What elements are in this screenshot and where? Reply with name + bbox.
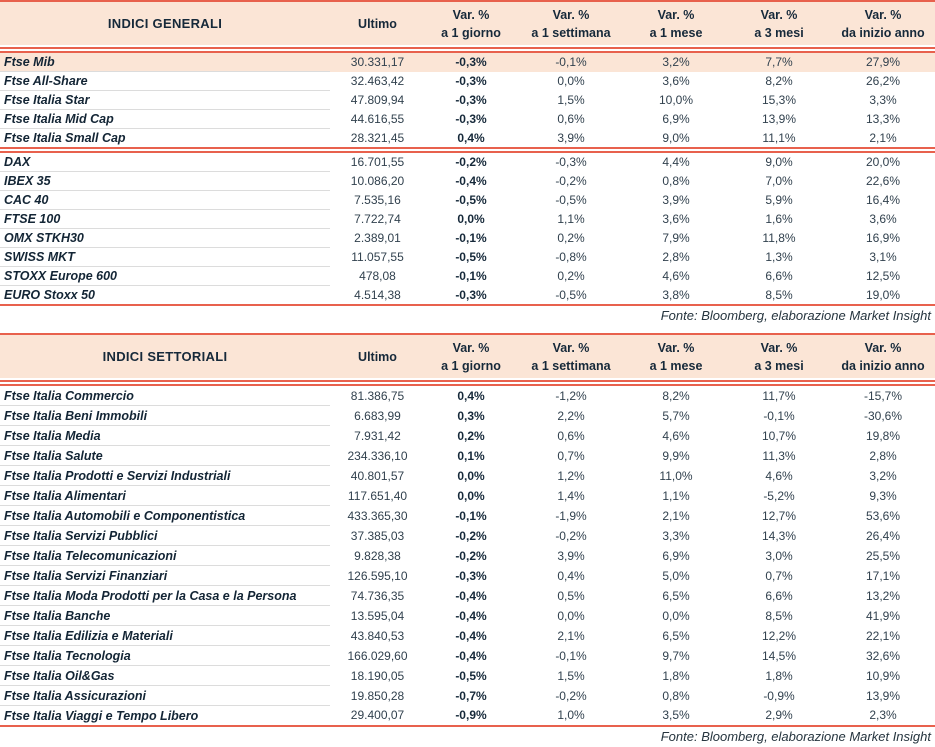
column-header-period-1m: a 1 mese: [625, 357, 727, 378]
ultimo-cell: 433.365,30: [347, 508, 408, 523]
index-name-cell: STOXX Europe 600: [0, 267, 330, 286]
var-3m-cell: 12,2%: [761, 628, 797, 643]
ultimo-cell: 18.190,05: [350, 668, 405, 683]
table-row: [0, 686, 935, 706]
var-ytd-cell: 20,0%: [865, 155, 901, 170]
var-1d-cell: -0,1%: [455, 231, 487, 245]
var-1d-cell: -0,4%: [455, 608, 487, 623]
ultimo-cell: 16.701,55: [350, 155, 405, 170]
column-header-var: Var. %: [425, 334, 517, 357]
table-row: [0, 486, 935, 506]
var-1m-cell: 3,8%: [662, 287, 690, 302]
var-1m-cell: 6,5%: [662, 628, 690, 643]
index-name-cell: Ftse Italia Media: [0, 426, 330, 446]
ultimo-cell: 74.736,35: [350, 588, 405, 603]
var-1w-cell: 2,2%: [557, 408, 585, 423]
table-row: [0, 110, 935, 129]
var-ytd-cell: 16,9%: [865, 231, 901, 245]
var-1d-cell: -0,4%: [455, 628, 487, 643]
var-3m-cell: 9,0%: [765, 155, 793, 170]
ultimo-cell: 9.828,38: [354, 548, 401, 563]
var-1d-cell: 0,1%: [457, 448, 485, 463]
var-ytd-cell: 41,9%: [865, 608, 901, 623]
var-1d-cell: -0,4%: [455, 588, 487, 603]
ultimo-cell: 7.931,42: [354, 428, 401, 443]
var-1w-cell: 0,0%: [557, 74, 585, 88]
table-row: [0, 526, 935, 546]
index-name-cell: Ftse Italia Assicurazioni: [0, 686, 330, 706]
section-indici-generali: [0, 0, 935, 326]
var-1w-cell: 1,1%: [557, 212, 585, 226]
index-name-cell: Ftse Italia Moda Prodotti per la Casa e la Persona: [0, 586, 330, 606]
var-ytd-cell: 2,3%: [869, 708, 897, 723]
var-1w-cell: -0,2%: [555, 174, 587, 188]
var-1w-cell: 0,4%: [557, 568, 585, 583]
var-1d-cell: -0,1%: [455, 269, 487, 283]
table-row: [0, 626, 935, 646]
index-name-cell: SWISS MKT: [0, 248, 330, 267]
var-1m-cell: 3,6%: [662, 74, 690, 88]
table-row: [0, 248, 935, 267]
indici-generali-table: [0, 0, 935, 306]
column-header-var: Var. %: [625, 1, 727, 24]
source-note: Fonte: Bloomberg, elaborazione Market Insight: [660, 308, 931, 323]
var-1w-cell: 0,2%: [557, 231, 585, 245]
ultimo-cell: 478,08: [359, 269, 396, 283]
index-name-cell: OMX STKH30: [0, 229, 330, 248]
ultimo-cell: 19.850,28: [350, 688, 405, 703]
ultimo-cell: 30.331,17: [330, 52, 425, 72]
table-row: [0, 506, 935, 526]
var-ytd-cell: 9,3%: [869, 488, 897, 503]
ultimo-cell: 81.386,75: [350, 388, 405, 403]
var-3m-cell: 8,2%: [765, 74, 793, 88]
var-3m-cell: 7,0%: [765, 174, 793, 188]
var-ytd-cell: 3,2%: [869, 468, 897, 483]
var-1d-cell: -0,3%: [455, 568, 487, 583]
var-1m-cell: 7,9%: [662, 231, 690, 245]
var-3m-cell: 11,7%: [762, 388, 796, 403]
ultimo-cell: 11.057,55: [351, 250, 404, 264]
table-row: [0, 152, 935, 172]
var-ytd-cell: 13,9%: [865, 688, 901, 703]
var-1w-cell: 1,2%: [557, 468, 585, 483]
var-1m-cell: 3,2%: [625, 52, 727, 72]
index-name-cell: Ftse Italia Viaggi e Tempo Libero: [0, 706, 330, 727]
ultimo-cell: 7.722,74: [354, 212, 401, 226]
var-1d-cell: -0,1%: [455, 508, 487, 523]
var-1d-cell: 0,0%: [457, 212, 485, 226]
var-3m-cell: -0,9%: [763, 688, 795, 703]
index-name-cell: Ftse Italia Telecomunicazioni: [0, 546, 330, 566]
column-header-period-1d: a 1 giorno: [425, 357, 517, 378]
table-row: [0, 210, 935, 229]
table-row: [0, 606, 935, 626]
var-1m-cell: 8,2%: [662, 388, 690, 403]
var-ytd-cell: 16,4%: [865, 193, 901, 207]
index-name-cell: Ftse Italia Servizi Pubblici: [0, 526, 330, 546]
index-name-cell: FTSE 100: [0, 210, 330, 229]
column-header-var: Var. %: [831, 334, 935, 357]
var-1w-cell: -0,5%: [555, 287, 587, 302]
var-3m-cell: 1,6%: [765, 212, 793, 226]
var-1m-cell: 11,0%: [659, 468, 693, 483]
ultimo-cell: 29.400,07: [350, 708, 405, 723]
table-row: [0, 546, 935, 566]
column-header-period-3m: a 3 mesi: [727, 24, 831, 45]
var-1d-cell: 0,4%: [457, 130, 485, 145]
ultimo-cell: 10.086,20: [350, 174, 405, 188]
ultimo-cell: 4.514,38: [354, 287, 401, 302]
var-1d-cell: -0,4%: [455, 648, 487, 663]
var-1m-cell: 9,0%: [662, 130, 690, 145]
var-1w-cell: -0,8%: [555, 250, 587, 264]
ultimo-cell: 44.616,55: [350, 112, 405, 126]
var-1m-cell: 9,7%: [662, 648, 690, 663]
table-row: [0, 666, 935, 686]
var-ytd-cell: 22,6%: [865, 174, 901, 188]
sector-indices-rows: [0, 385, 935, 726]
indici-settoriali-table: [0, 333, 935, 727]
var-ytd-cell: 22,1%: [865, 628, 901, 643]
var-3m-cell: 11,1%: [762, 130, 796, 145]
var-ytd-cell: 19,8%: [865, 428, 901, 443]
var-1d-cell: 0,4%: [457, 388, 485, 403]
var-ytd-cell: 26,2%: [865, 74, 901, 88]
ultimo-cell: 43.840,53: [350, 628, 405, 643]
column-header-var: Var. %: [517, 1, 625, 24]
table-row: [0, 191, 935, 210]
ultimo-cell: 166.029,60: [347, 648, 408, 663]
var-1w-cell: 0,6%: [557, 112, 585, 126]
var-ytd-cell: 17,1%: [865, 568, 901, 583]
index-name-cell: Ftse Italia Prodotti e Servizi Industriali: [0, 466, 330, 486]
var-ytd-cell: 13,2%: [865, 588, 901, 603]
var-1m-cell: 3,5%: [662, 708, 690, 723]
var-1m-cell: 5,0%: [662, 568, 690, 583]
column-header-var: Var. %: [727, 1, 831, 24]
var-3m-cell: 14,5%: [761, 648, 797, 663]
var-ytd-cell: 32,6%: [865, 648, 901, 663]
source-note: Fonte: Bloomberg, elaborazione Market Insight: [660, 729, 931, 744]
var-ytd-cell: 27,9%: [831, 52, 935, 72]
table-row: [0, 286, 935, 306]
column-header-period-ytd: da inizio anno: [831, 24, 935, 45]
var-1w-cell: 0,5%: [557, 588, 585, 603]
var-1d-cell: -0,3%: [455, 112, 487, 126]
var-3m-cell: 11,8%: [762, 231, 796, 245]
var-1m-cell: 5,7%: [662, 408, 690, 423]
var-1d-cell: -0,5%: [455, 193, 487, 207]
table-row: [0, 426, 935, 446]
var-3m-cell: 0,7%: [765, 568, 793, 583]
table-row: [0, 706, 935, 727]
table-row: [0, 172, 935, 191]
var-ytd-cell: 2,8%: [869, 448, 897, 463]
var-1m-cell: 3,6%: [662, 212, 690, 226]
table-title: INDICI GENERALI: [0, 1, 330, 45]
var-3m-cell: 15,3%: [761, 93, 797, 107]
var-ytd-cell: 19,0%: [865, 287, 901, 302]
var-1d-cell: -0,3%: [455, 287, 487, 302]
var-ytd-cell: 3,6%: [869, 212, 897, 226]
var-3m-cell: 2,9%: [765, 708, 793, 723]
index-name-cell: Ftse Italia Alimentari: [0, 486, 330, 506]
column-header-period-ytd: da inizio anno: [831, 357, 935, 378]
table-row: [0, 129, 935, 149]
var-1w-cell: -1,9%: [555, 508, 587, 523]
ultimo-cell: 40.801,57: [350, 468, 405, 483]
column-header-period-1w: a 1 settimana: [517, 357, 625, 378]
index-name-cell: Ftse Italia Commercio: [0, 385, 330, 406]
var-1m-cell: 0,8%: [662, 174, 690, 188]
var-1m-cell: 9,9%: [662, 448, 690, 463]
var-1w-cell: 0,6%: [557, 428, 585, 443]
var-1w-cell: -0,1%: [555, 648, 587, 663]
var-1m-cell: 6,9%: [662, 112, 690, 126]
var-1d-cell: -0,3%: [455, 93, 487, 107]
var-1w-cell: 3,9%: [557, 548, 585, 563]
index-name-cell: Ftse Italia Star: [0, 91, 330, 110]
var-1m-cell: 2,8%: [662, 250, 690, 264]
ultimo-cell: 37.385,03: [350, 528, 405, 543]
table-row: [0, 586, 935, 606]
index-name-cell: Ftse Italia Banche: [0, 606, 330, 626]
var-3m-cell: 10,7%: [761, 428, 797, 443]
column-header-var: Var. %: [517, 334, 625, 357]
ultimo-cell: 2.389,01: [354, 231, 401, 245]
ultimo-cell: 13.595,04: [350, 608, 405, 623]
var-1m-cell: 3,9%: [662, 193, 690, 207]
var-ytd-cell: 2,1%: [869, 130, 897, 145]
var-1d-cell: -0,2%: [455, 528, 487, 543]
var-ytd-cell: 26,4%: [865, 528, 901, 543]
var-3m-cell: -0,1%: [763, 408, 795, 423]
var-1d-cell: 0,0%: [457, 488, 485, 503]
ultimo-cell: 7.535,16: [354, 193, 401, 207]
var-3m-cell: 8,5%: [765, 608, 793, 623]
var-1m-cell: 1,8%: [662, 668, 690, 683]
var-1m-cell: 0,8%: [662, 688, 690, 703]
italian-indices-rows: [0, 52, 935, 148]
var-1d-cell: -0,2%: [455, 155, 487, 170]
ultimo-cell: 6.683,99: [354, 408, 401, 423]
column-header-ultimo: Ultimo: [330, 1, 425, 45]
column-header-var: Var. %: [831, 1, 935, 24]
index-name-cell: Ftse All-Share: [0, 72, 330, 91]
var-ytd-cell: 10,9%: [865, 668, 901, 683]
index-name-cell: Ftse Italia Salute: [0, 446, 330, 466]
var-3m-cell: 6,6%: [765, 588, 793, 603]
var-1d-cell: -0,5%: [455, 668, 487, 683]
table-row: [0, 446, 935, 466]
index-name-cell: CAC 40: [0, 191, 330, 210]
index-name-cell: Ftse Italia Servizi Finanziari: [0, 566, 330, 586]
var-1d-cell: 0,3%: [457, 408, 485, 423]
table-row: [0, 229, 935, 248]
var-1d-cell: -0,5%: [455, 250, 487, 264]
var-1w-cell: 0,7%: [557, 448, 585, 463]
var-1w-cell: -0,1%: [517, 52, 625, 72]
var-1d-cell: -0,2%: [455, 548, 487, 563]
table-title: INDICI SETTORIALI: [0, 334, 330, 378]
var-3m-cell: 11,3%: [762, 448, 796, 463]
table-row: [0, 466, 935, 486]
ultimo-cell: 117.651,40: [347, 488, 408, 503]
var-1w-cell: 0,2%: [557, 269, 585, 283]
column-header-ultimo: Ultimo: [330, 334, 425, 378]
ultimo-cell: 234.336,10: [347, 448, 408, 463]
var-1w-cell: 1,5%: [557, 668, 585, 683]
var-ytd-cell: 3,3%: [869, 93, 897, 107]
var-1w-cell: 1,4%: [557, 488, 585, 503]
var-1m-cell: 1,1%: [662, 488, 690, 503]
var-3m-cell: 5,9%: [765, 193, 793, 207]
index-name-cell: IBEX 35: [0, 172, 330, 191]
var-3m-cell: 12,7%: [761, 508, 797, 523]
var-1m-cell: 2,1%: [662, 508, 690, 523]
var-1d-cell: 0,0%: [457, 468, 485, 483]
index-name-cell: DAX: [0, 152, 330, 172]
var-3m-cell: 6,6%: [765, 269, 793, 283]
column-header-period-1d: a 1 giorno: [425, 24, 517, 45]
var-1m-cell: 3,3%: [662, 528, 690, 543]
index-name-cell: Ftse Mib: [0, 52, 330, 72]
var-3m-cell: 4,6%: [765, 468, 793, 483]
var-3m-cell: 3,0%: [765, 548, 793, 563]
var-1d-cell: -0,3%: [455, 74, 487, 88]
table-row: [0, 646, 935, 666]
table-row: [0, 406, 935, 426]
ultimo-cell: 126.595,10: [347, 568, 408, 583]
table-header: [0, 334, 935, 378]
var-1d-cell: -0,7%: [455, 688, 487, 703]
var-1m-cell: 10,0%: [658, 93, 694, 107]
var-1m-cell: 6,9%: [662, 548, 690, 563]
var-ytd-cell: 13,3%: [865, 112, 901, 126]
table-row: [0, 267, 935, 286]
table-row: [0, 52, 935, 72]
column-header-period-1w: a 1 settimana: [517, 24, 625, 45]
index-name-cell: Ftse Italia Tecnologia: [0, 646, 330, 666]
column-header-var: Var. %: [727, 334, 831, 357]
var-3m-cell: 7,7%: [727, 52, 831, 72]
index-name-cell: EURO Stoxx 50: [0, 286, 330, 306]
var-3m-cell: 1,8%: [765, 668, 793, 683]
var-1w-cell: 0,0%: [557, 608, 585, 623]
ultimo-cell: 28.321,45: [350, 130, 405, 145]
var-1w-cell: -0,2%: [555, 528, 587, 543]
var-ytd-cell: 53,6%: [865, 508, 901, 523]
var-1w-cell: -0,5%: [555, 193, 587, 207]
table-row: [0, 566, 935, 586]
var-1d-cell: -0,3%: [425, 52, 517, 72]
var-ytd-cell: 12,5%: [865, 269, 901, 283]
var-1d-cell: -0,4%: [455, 174, 487, 188]
column-header-var: Var. %: [625, 334, 727, 357]
ultimo-cell: 47.809,94: [350, 93, 405, 107]
index-name-cell: Ftse Italia Beni Immobili: [0, 406, 330, 426]
var-1w-cell: 1,0%: [557, 708, 585, 723]
var-3m-cell: 8,5%: [765, 287, 793, 302]
var-1w-cell: -1,2%: [555, 388, 587, 403]
column-header-var: Var. %: [425, 1, 517, 24]
var-1w-cell: 2,1%: [557, 628, 585, 643]
index-name-cell: Ftse Italia Edilizia e Materiali: [0, 626, 330, 646]
var-1m-cell: 4,6%: [662, 428, 690, 443]
var-ytd-cell: -30,6%: [863, 408, 903, 423]
index-name-cell: Ftse Italia Small Cap: [0, 129, 330, 149]
var-1d-cell: -0,9%: [455, 708, 487, 723]
index-name-cell: Ftse Italia Oil&Gas: [0, 666, 330, 686]
var-1w-cell: -0,3%: [555, 155, 587, 170]
table-header: [0, 1, 935, 45]
var-1w-cell: 1,5%: [557, 93, 585, 107]
var-1m-cell: 4,4%: [662, 155, 690, 170]
var-1w-cell: -0,2%: [555, 688, 587, 703]
table-row: [0, 91, 935, 110]
column-header-period-3m: a 3 mesi: [727, 357, 831, 378]
ultimo-cell: 32.463,42: [350, 74, 405, 88]
var-1m-cell: 6,5%: [662, 588, 690, 603]
international-indices-rows: [0, 152, 935, 305]
var-3m-cell: -5,2%: [763, 488, 795, 503]
var-1m-cell: 4,6%: [662, 269, 690, 283]
var-1m-cell: 0,0%: [662, 608, 690, 623]
var-ytd-cell: 25,5%: [865, 548, 901, 563]
table-row: [0, 385, 935, 406]
index-name-cell: Ftse Italia Automobili e Componentistica: [0, 506, 330, 526]
var-ytd-cell: 3,1%: [869, 250, 897, 264]
index-name-cell: Ftse Italia Mid Cap: [0, 110, 330, 129]
table-row: [0, 72, 935, 91]
var-3m-cell: 14,3%: [761, 528, 797, 543]
var-3m-cell: 1,3%: [765, 250, 793, 264]
var-ytd-cell: -15,7%: [863, 388, 903, 403]
var-1w-cell: 3,9%: [557, 130, 585, 145]
var-3m-cell: 13,9%: [761, 112, 797, 126]
var-1d-cell: 0,2%: [457, 428, 485, 443]
column-header-period-1m: a 1 mese: [625, 24, 727, 45]
section-indici-settoriali: [0, 333, 935, 747]
